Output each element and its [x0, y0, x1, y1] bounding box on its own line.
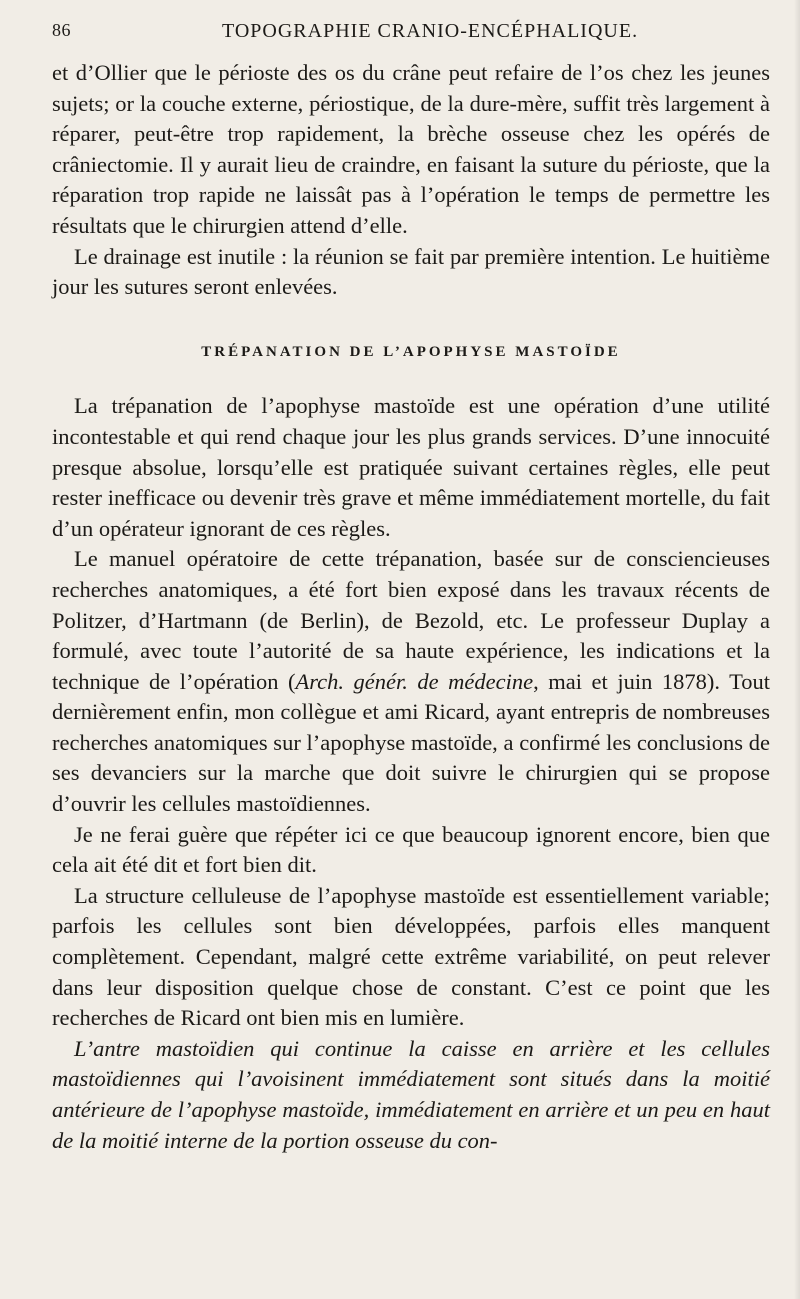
paragraph-italic: L’antre mastoïdien qui continue la caisse en arrière et les cellules mastoïdiennes qui l’avoisinent immédiatement sont situés dans la moitié antérieure de l’apophyse mastoïde, immédiatement en arrière et un peu en haut de la moitié interne de la portion osseuse du con-: [52, 1035, 770, 1153]
paragraph: et d’Ollier que le périoste des os du crâne peut refaire de l’os chez les jeunes sujets; or la couche externe, périostique, de la dure-mère, suffit très largement à réparer, peut-être trop rapidement, la brèche osseuse chez les opérés de crâniectomie. Il y aurait lieu de craindre, en faisant la suture du périoste, que la réparation trop rapide ne laissât pas à l’opération le temps de permettre les résultats que le chirurgien attend d’elle.: [52, 60, 770, 238]
paragraph: Je ne ferai guère que répéter ici ce que beaucoup ignorent encore, bien que cela ait été dit et fort bien dit.: [52, 821, 770, 878]
paragraph: Le drainage est inutile : la réunion se fait par première intention. Le huitième jour les sutures seront enlevées.: [52, 243, 770, 300]
paragraph: [52, 544, 770, 819]
section-heading: TRÉPANATION DE L’APOPHYSE MASTOÏDE: [201, 343, 621, 360]
paragraph: La trépanation de l’apophyse mastoïde est une opération d’une utilité incontestable et qui rend chaque jour les plus grands services. D’une innocuité presque absolue, lorsqu’elle est pratiquée suivant certaines règles, elle peut rester inefficace ou devenir très grave et même immédiatement mortelle, du fait d’un opérateur ignorant de ces règles.: [52, 393, 770, 541]
citation-title: Arch. génér. de médecine: [295, 668, 534, 694]
page-edge-shadow: [794, 0, 800, 1299]
body-text: [52, 58, 770, 1156]
paragraph-text: Le manuel opératoire de cette trépanation, basée sur de consciencieuses recherches anatomiques, a été fort bien exposé dans les travaux récents de Politzer, d’Hartmann (de Berlin), de Bezold, etc. Le professeur Duplay a formulé, avec toute l’autorité de sa haute expérience, les indications et la technique de l’opération (: [52, 546, 770, 694]
page-number: 86: [52, 20, 71, 40]
running-title: TOPOGRAPHIE CRANIO-ENCÉPHALIQUE.: [222, 20, 639, 42]
running-head: [52, 18, 770, 58]
paragraph-text: , mai et juin 1878). Tout dernièrement enfin, mon collègue et ami Ricard, ayant entrepris de nombreuses recherches anatomiques sur l’apophyse mastoïde, a confirmé les conclusions de ses devanciers sur la marche que doit suivre le chirurgien qui se propose d’ouvrir les cellules mastoïdiennes.: [52, 668, 771, 817]
paragraph: La structure celluleuse de l’apophyse mastoïde est essentiellement variable; parfois les cellules sont bien développées, parfois elles manquent complètement. Cependant, malgré cette extrême variabilité, on peut relever dans leur disposition quelque chose de constant. C’est ce point que les recherches de Ricard ont bien mis en lumière.: [52, 882, 770, 1031]
